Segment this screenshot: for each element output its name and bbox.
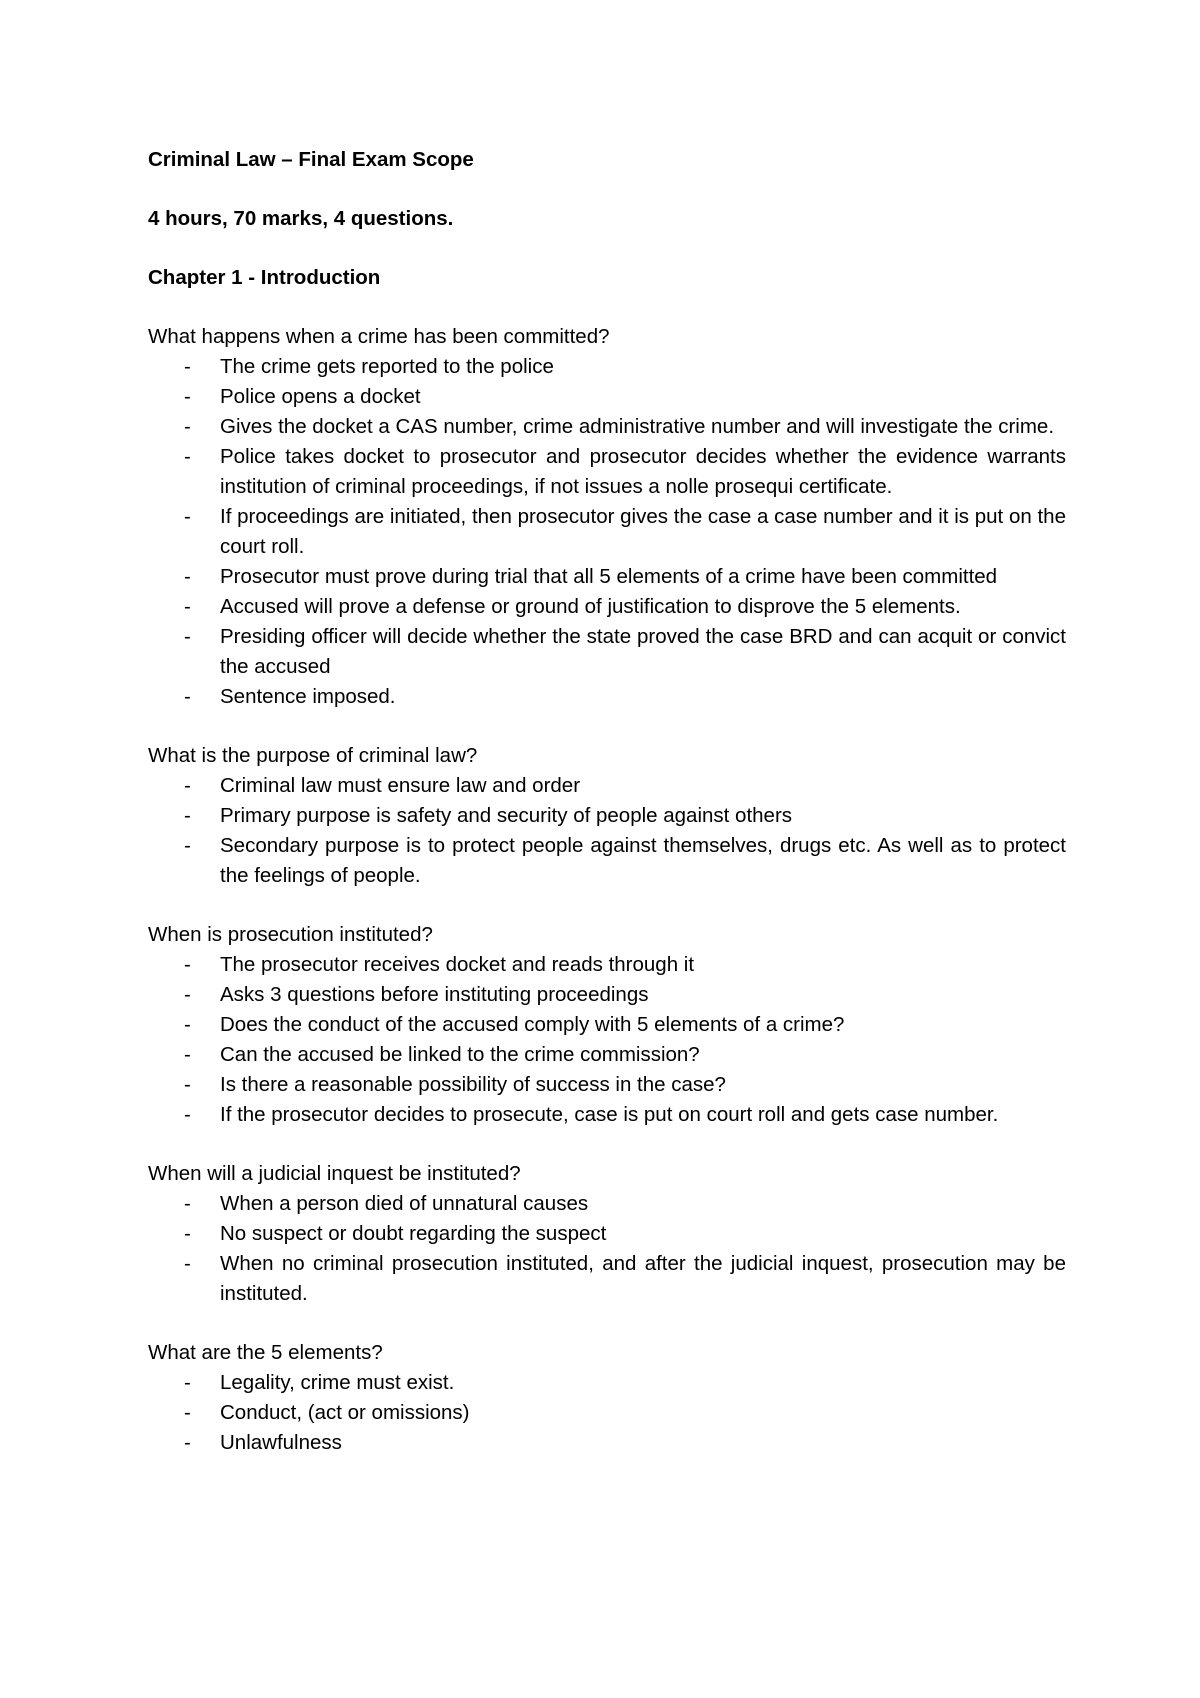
section-question: What is the purpose of criminal law? xyxy=(148,744,478,767)
list-item: - Prosecutor must prove during trial that all 5 elements of a crime have been committed xyxy=(148,562,1066,592)
list-item: - Conduct, (act or omissions) xyxy=(148,1398,1066,1428)
list-item: - If the prosecutor decides to prosecute, case is put on court roll and gets case number. xyxy=(148,1100,1066,1130)
section-question: What are the 5 elements? xyxy=(148,1341,383,1364)
list-item: - Asks 3 questions before instituting proceedings xyxy=(148,980,1066,1010)
list-item: - Gives the docket a CAS number, crime administrative number and will investigate the crime. xyxy=(148,412,1066,442)
list-item: - Secondary purpose is to protect people against themselves, drugs etc. As well as to protect the feelings of people. xyxy=(148,831,1066,891)
list-item: - The crime gets reported to the police xyxy=(148,352,1066,382)
list-item: - Presiding officer will decide whether the state proved the case BRD and can acquit or convict the accused xyxy=(148,622,1066,682)
list-item: - Is there a reasonable possibility of success in the case? xyxy=(148,1070,1066,1100)
list-item: - Legality, crime must exist. xyxy=(148,1368,1066,1398)
list-item: - Can the accused be linked to the crime commission? xyxy=(148,1040,1066,1070)
list-item: - When no criminal prosecution instituted, and after the judicial inquest, prosecution may be instituted. xyxy=(148,1249,1066,1309)
section-question: When is prosecution instituted? xyxy=(148,923,433,946)
section-judicial-inquest xyxy=(148,1159,1066,1309)
bullet-list xyxy=(148,950,1066,1130)
list-item: - Sentence imposed. xyxy=(148,682,1066,712)
list-item: - Police opens a docket xyxy=(148,382,1066,412)
list-item: - When a person died of unnatural causes xyxy=(148,1189,1066,1219)
section-question: What happens when a crime has been committed? xyxy=(148,325,610,348)
section-prosecution xyxy=(148,920,1066,1130)
bullet-list xyxy=(148,352,1066,712)
bullet-list xyxy=(148,771,1066,891)
list-item: - If proceedings are initiated, then prosecutor gives the case a case number and it is put on the court roll. xyxy=(148,502,1066,562)
section-crime-committed xyxy=(148,322,1066,712)
bullet-list xyxy=(148,1368,1066,1458)
document-content xyxy=(148,145,1066,1487)
list-item: - Criminal law must ensure law and order xyxy=(148,771,1066,801)
document-title: Criminal Law – Final Exam Scope xyxy=(148,148,474,171)
list-item: - Unlawfulness xyxy=(148,1428,1066,1458)
list-item: - Does the conduct of the accused comply with 5 elements of a crime? xyxy=(148,1010,1066,1040)
list-item: - No suspect or doubt regarding the suspect xyxy=(148,1219,1066,1249)
bullet-list xyxy=(148,1189,1066,1309)
exam-details: 4 hours, 70 marks, 4 questions. xyxy=(148,207,454,230)
section-five-elements xyxy=(148,1338,1066,1458)
section-question: When will a judicial inquest be instituted? xyxy=(148,1162,521,1185)
chapter-heading: Chapter 1 - Introduction xyxy=(148,266,381,289)
list-item: - Primary purpose is safety and security of people against others xyxy=(148,801,1066,831)
list-item: - Police takes docket to prosecutor and prosecutor decides whether the evidence warrants institution of criminal proceedings, if not issues a nolle prosequi certificate. xyxy=(148,442,1066,502)
list-item: - The prosecutor receives docket and reads through it xyxy=(148,950,1066,980)
list-item: - Accused will prove a defense or ground of justification to disprove the 5 elements. xyxy=(148,592,1066,622)
section-purpose xyxy=(148,741,1066,891)
